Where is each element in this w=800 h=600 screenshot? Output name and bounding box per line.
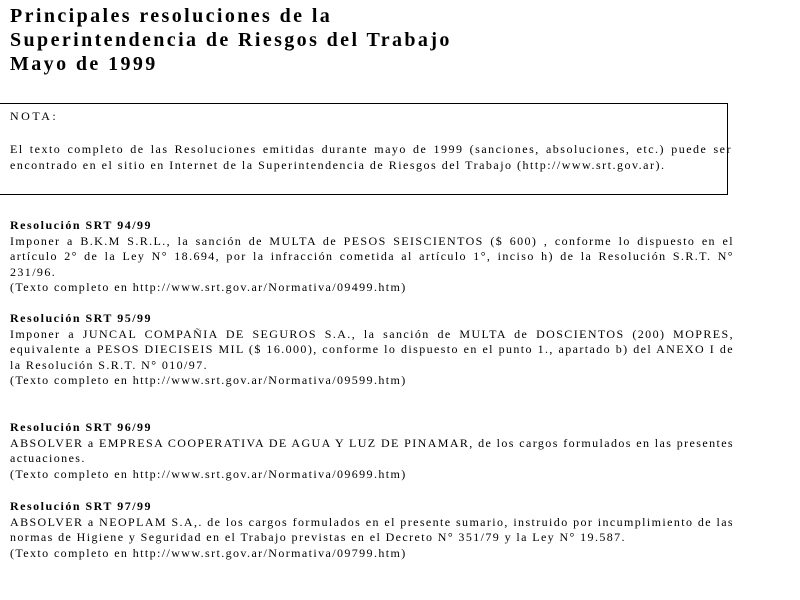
resolution-body: ABSOLVER a EMPRESA COOPERATIVA DE AGUA Y LUZ DE PINAMAR, de los cargos formulados en las presentes actuaciones. bbox=[10, 435, 734, 465]
resolution-94 bbox=[10, 218, 734, 296]
resolution-title: Resolución SRT 97/99 bbox=[10, 499, 153, 513]
resolution-title: Resolución SRT 95/99 bbox=[10, 311, 153, 325]
page-title-line-1: Principales resoluciones de la bbox=[10, 5, 333, 27]
resolution-body: Imponer a B.K.M S.R.L., la sanción de MULTA de PESOS SEISCIENTOS ($ 600) , conforme lo dispuesto en el artículo 2° de la Ley N° 18.694, por la infracción cometida al artículo 1°, inciso h) de la Resolución S.R.T. N° 231/96. bbox=[10, 233, 734, 279]
note-box bbox=[0, 103, 732, 195]
resolution-title: Resolución SRT 96/99 bbox=[10, 420, 153, 434]
resolution-95 bbox=[10, 311, 734, 389]
note-text: El texto completo de las Resoluciones emitidas durante mayo de 1999 (sanciones, absoluciones, etc.) puede ser encontrado en el sitio en Internet de la Superintendencia de Riesgos del Trabajo (http://www.srt.gov.ar). bbox=[10, 142, 732, 172]
resolution-body: Imponer a JUNCAL COMPAÑIA DE SEGUROS S.A., la sanción de MULTA de DOSCIENTOS (200) MOPRES, equivalente a PESOS DIECISEIS MIL ($ 16.000), conforme lo dispuesto en el punto 1., apartado b) del ANEXO I de la Resolución S.R.T. N° 010/97. bbox=[10, 326, 734, 372]
document-page bbox=[10, 4, 734, 76]
page-title-line-3: Mayo de 1999 bbox=[10, 53, 158, 75]
resolution-link[interactable]: (Texto completo en http://www.srt.gov.ar/Normativa/09499.htm) bbox=[10, 280, 407, 294]
page-title-line-2: Superintendencia de Riesgos del Trabajo bbox=[10, 29, 452, 51]
resolution-title: Resolución SRT 94/99 bbox=[10, 218, 153, 232]
resolution-link[interactable]: (Texto completo en http://www.srt.gov.ar/Normativa/09799.htm) bbox=[10, 545, 407, 560]
resolution-link[interactable]: (Texto completo en http://www.srt.gov.ar/Normativa/09699.htm) bbox=[10, 466, 407, 481]
note-label: NOTA: bbox=[10, 109, 59, 123]
resolution-link[interactable]: (Texto completo en http://www.srt.gov.ar/Normativa/09599.htm) bbox=[10, 373, 407, 387]
resolution-body: ABSOLVER a NEOPLAM S.A,. de los cargos formulados en el presente sumario, instruido por incumplimiento de las normas de Higiene y Seguridad en el Trabajo previstas en el Decreto N° 351/79 y la Ley N° 19.587. bbox=[10, 514, 734, 544]
resolution-97 bbox=[10, 499, 734, 561]
resolution-96 bbox=[10, 420, 734, 482]
